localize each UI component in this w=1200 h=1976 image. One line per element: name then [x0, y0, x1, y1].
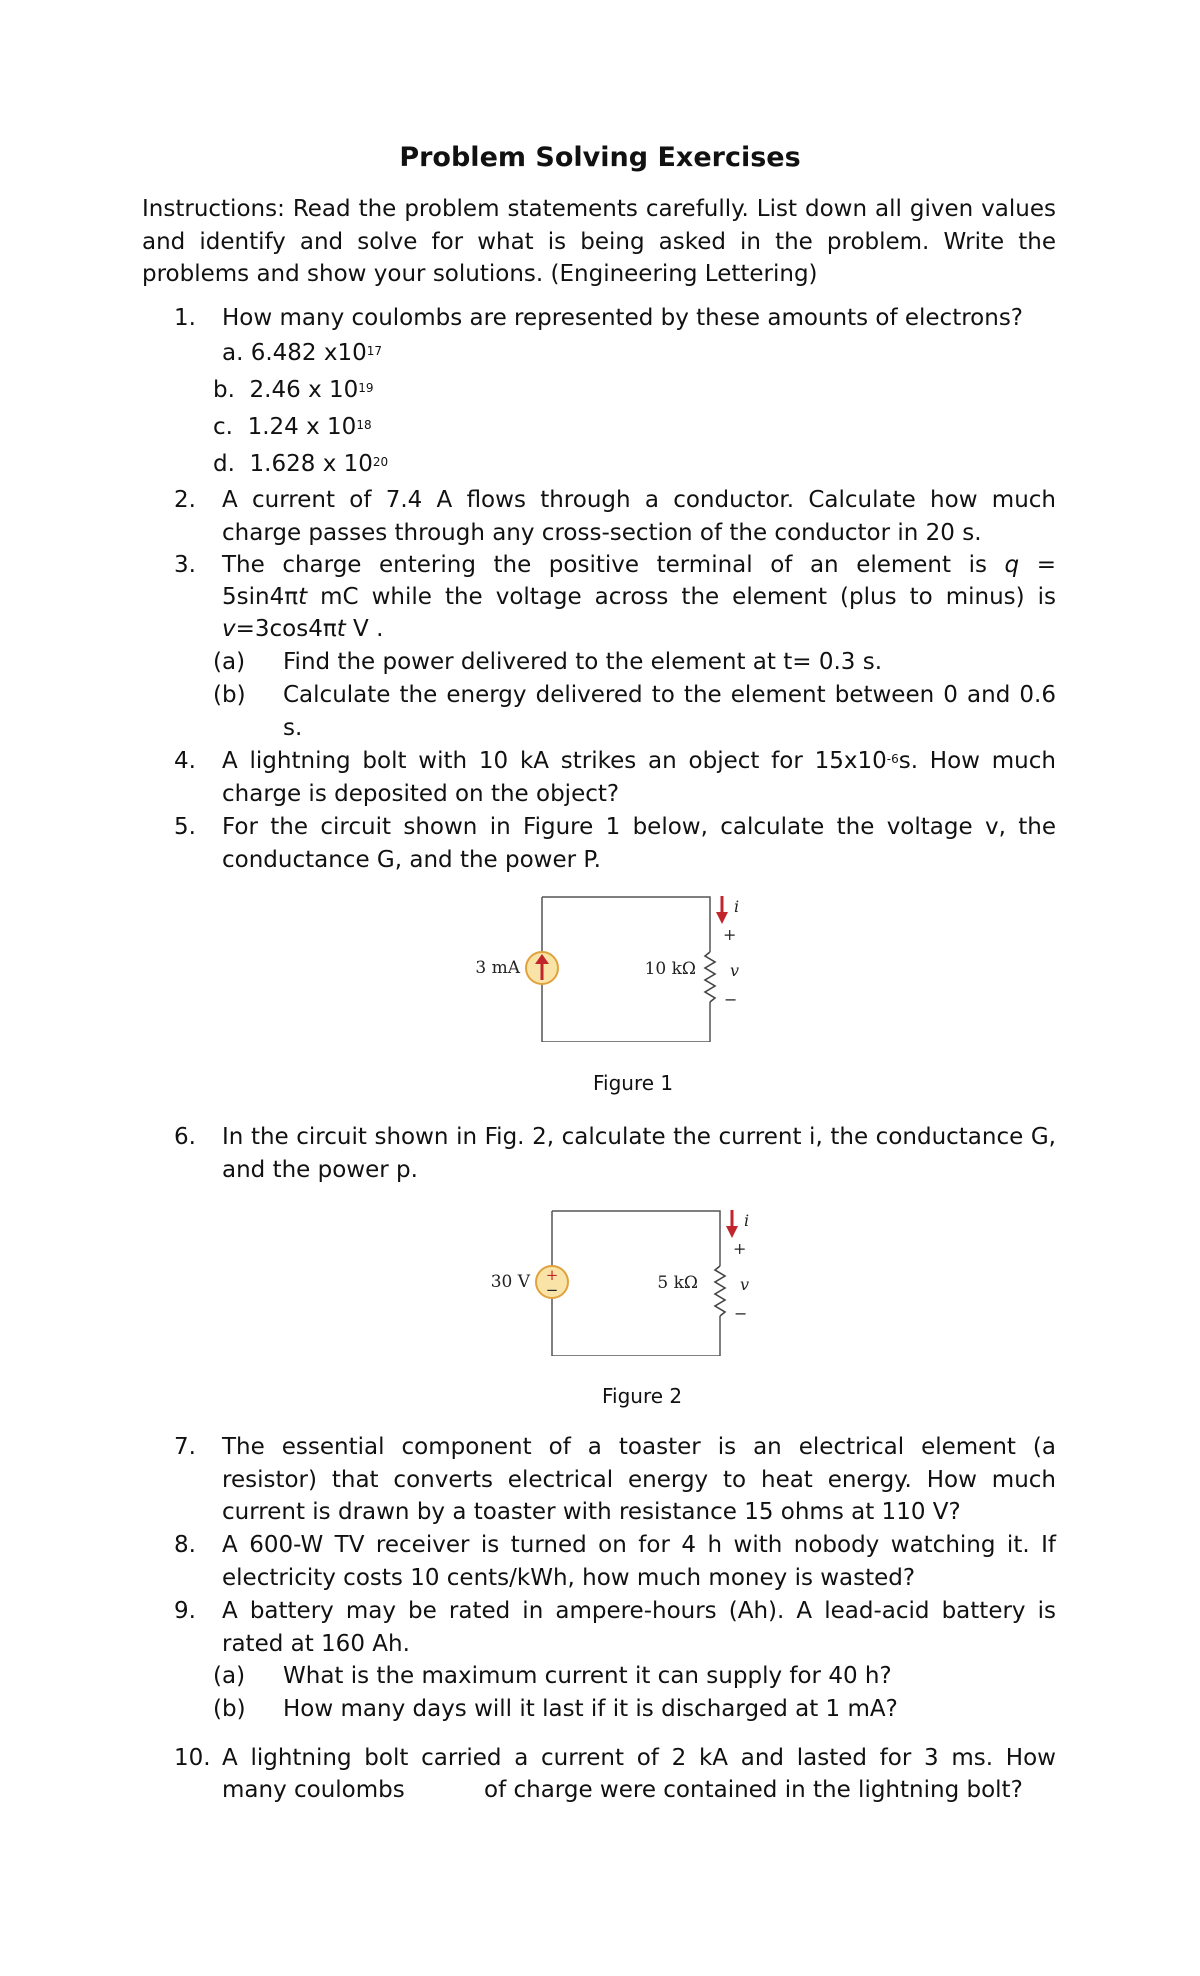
fig1-top-wire — [542, 897, 710, 952]
fig2-top-wire — [552, 1211, 720, 1266]
problem-3-line-2: 5sin4πt mC while the voltage across the element (plus to minus) is — [222, 584, 1056, 610]
fig2-source-minus: − — [545, 1281, 559, 1299]
problem-3a-label: (a) — [213, 649, 246, 675]
problem-3a-text: Find the power delivered to the element at t= 0.3 s. — [283, 649, 883, 675]
fig2-plus: + — [733, 1239, 747, 1258]
problem-4-number: 4. — [174, 748, 196, 774]
fig2-current-arrow-head — [726, 1226, 738, 1238]
fig1-voltage-label: v — [730, 961, 740, 980]
fig1-current-label: i — [734, 897, 740, 916]
problem-2-text: A current of 7.4 A flows through a conductor. Calculate how much charge passes through any cross-section of the conductor in 20 s. — [222, 487, 1056, 546]
problem-9b-label: (b) — [213, 1696, 246, 1722]
problem-1-item-d: d. 1.628 x $10^{20}$ — [213, 451, 389, 477]
problem-8-number: 8. — [174, 1532, 196, 1558]
problem-9b-text: How many days will it last if it is discharged at 1 mA? — [283, 1696, 898, 1722]
problem-3-number: 3. — [174, 552, 196, 578]
fig1-source-label: 3 mA — [475, 958, 520, 978]
figure-1-caption: Figure 1 — [593, 1071, 674, 1095]
problem-7-text: The essential component of a toaster is an electrical element (a resistor) that converts electrical energy to heat energy. How much current is drawn by a toaster with resistance 15 ohms at 110 V? — [222, 1434, 1056, 1525]
problem-9a-label: (a) — [213, 1663, 246, 1689]
problem-1-item-a: a. 6.482 $x10^{17}$ — [222, 340, 383, 366]
problem-3b-label: (b) — [213, 682, 246, 708]
problem-10-line-2b: of charge were contained in the lightning bolt? — [484, 1777, 1023, 1803]
fig2-source-plus: + — [545, 1266, 559, 1284]
fig1-plus: + — [723, 925, 737, 944]
fig2-current-label: i — [744, 1211, 750, 1230]
problem-8-text: A 600-W TV receiver is turned on for 4 h with nobody watching it. If electricity costs 10 cents/kWh, how much money is wasted? — [222, 1532, 1056, 1591]
problem-5-text: For the circuit shown in Figure 1 below, calculate the voltage v, the conductance G, and the power P. — [222, 814, 1056, 873]
problem-10-line-2a: many coulombs — [222, 1777, 405, 1803]
fig2-resistor — [715, 1266, 725, 1316]
fig2-resistor-label: 5 kΩ — [657, 1273, 698, 1293]
problem-3b-text: Calculate the energy delivered to the element between 0 and 0.6 s. — [283, 682, 1056, 741]
fig2-voltage-label: v — [740, 1275, 750, 1294]
problem-10-line-1: A lightning bolt carried a current of 2 kA and lasted for 3 ms. How — [222, 1745, 1056, 1771]
problem-3-line-1: The charge entering the positive terminal of an element is q = — [222, 552, 1056, 578]
problem-1-item-c: c. 1.24 x $10^{18}$ — [213, 414, 372, 440]
problem-3-line-3: v=3cos4πt V . — [222, 616, 384, 642]
fig1-minus: − — [724, 990, 738, 1009]
fig2-minus: − — [734, 1304, 748, 1323]
fig1-resistor-label: 10 kΩ — [644, 959, 696, 979]
instructions-paragraph: Instructions: Read the problem statements carefully. List down all given values and identify and solve for what is being asked in the problem. Write the problems and show your solutions. (Engineering Lettering) — [142, 196, 1056, 287]
problem-2-number: 2. — [174, 487, 196, 513]
page-title: Problem Solving Exercises — [399, 142, 801, 173]
figure-2-caption: Figure 2 — [602, 1384, 683, 1408]
problem-1-text: How many coulombs are represented by these amounts of electrons? — [222, 305, 1024, 331]
problem-6-text: In the circuit shown in Fig. 2, calculate the current i, the conductance G, and the power p. — [222, 1124, 1056, 1183]
figure-1-circuit — [460, 882, 760, 1042]
problem-10-number: 10. — [174, 1745, 211, 1771]
problem-5-number: 5. — [174, 814, 196, 840]
problem-4-text: A lightning bolt with 10 kA strikes an object for $15x10^{-6}s$. How much charge is deposited on the object? — [222, 748, 1056, 807]
figure-2-circuit — [470, 1196, 770, 1356]
problem-7-number: 7. — [174, 1434, 196, 1460]
problem-9-text: A battery may be rated in ampere-hours (Ah). A lead-acid battery is rated at 160 Ah. — [222, 1598, 1056, 1657]
problem-6-number: 6. — [174, 1124, 196, 1150]
fig1-resistor — [705, 952, 715, 1002]
problem-1-item-b: b. 2.46 x $10^{19}$ — [213, 377, 374, 403]
problem-1-number: 1. — [174, 305, 196, 331]
fig2-source-label: 30 V — [490, 1272, 530, 1292]
problem-9-number: 9. — [174, 1598, 196, 1624]
fig1-current-arrow-head — [716, 912, 728, 924]
problem-9a-text: What is the maximum current it can supply for 40 h? — [283, 1663, 892, 1689]
